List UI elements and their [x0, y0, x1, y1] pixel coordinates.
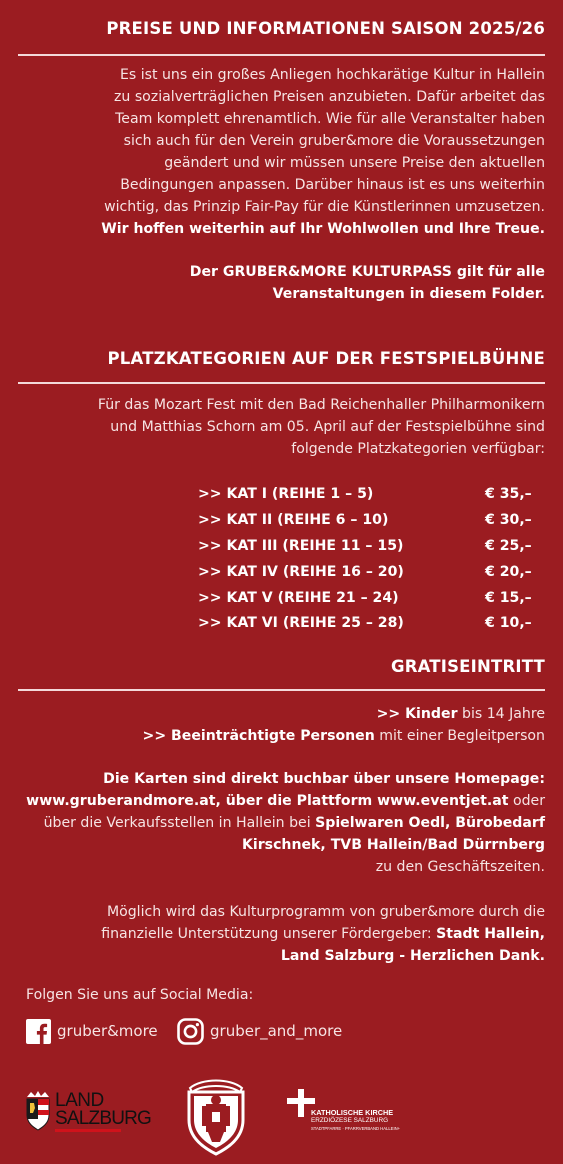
text-line: Bedingungen anpassen. Darüber hinaus ist es uns weiterhin [120, 177, 545, 193]
social-heading: Folgen Sie uns auf Social Media: [26, 987, 254, 1003]
category-price: € 20,– [485, 564, 532, 580]
facebook-icon [26, 1019, 51, 1044]
facebook-handle: gruber&more [57, 1022, 158, 1040]
category-price: € 25,– [485, 538, 532, 554]
category-price: € 15,– [485, 590, 532, 606]
text-line: Kirschnek, TVB Hallein/Bad Dürrnberg [241, 837, 545, 853]
category-row [198, 533, 543, 559]
category-row [198, 610, 543, 636]
divider [18, 382, 545, 384]
booking-info [18, 768, 545, 878]
text-line: Für das Mozart Fest mit den Bad Reichenhaller Philharmonikern [97, 397, 545, 413]
text-line: Land Salzburg - Herzlichen Dank. [280, 948, 545, 964]
text-line: geändert und wir müssen unsere Preise den aktuellen [164, 155, 545, 171]
kulturpass-name: GRUBER&MORE KULTURPASS [222, 264, 452, 280]
category-label: >> KAT II (REIHE 6 – 10) [198, 512, 389, 528]
church-text: KATHOLISCHE KIRCHE ERZDIÖZESE SALZBURG STADTPFARRE · PFARRVERBAND HALLEIN+ [311, 1108, 401, 1131]
category-label: >> KAT I (REIHE 1 – 5) [198, 486, 374, 502]
booking-links[interactable]: www.gruberandmore.at, über die Plattform www.eventjet.at [26, 793, 509, 809]
facebook-link[interactable] [26, 1017, 158, 1045]
free-entry-item: >> Kinder bis 14 Jahre [376, 706, 545, 722]
category-price: € 30,– [485, 512, 532, 528]
text-line: Möglich wird das Kulturprogramm von gruber&more durch die [106, 904, 545, 920]
land-salzburg-logo [22, 1090, 152, 1136]
category-price: € 10,– [485, 615, 532, 631]
text-line: sich auch für den Verein gruber&more die Voraussetzungen [123, 133, 545, 149]
instagram-handle: gruber_and_more [210, 1022, 343, 1040]
category-label: >> KAT VI (REIHE 25 – 28) [198, 615, 404, 631]
text-line: Veranstaltungen in diesem Folder. [272, 286, 545, 302]
free-entry-item: >> Beeinträchtigte Personen mit einer Begleitperson [142, 728, 545, 744]
instagram-icon [177, 1018, 204, 1045]
free-entry-list [18, 703, 545, 747]
text-line-bold: Wir hoffen weiterhin auf Ihr Wohlwollen und Ihre Treue. [101, 221, 545, 237]
land-salzburg-underline [55, 1129, 121, 1132]
text-line: wichtig, das Prinzip Fair-Pay für die Künstlerinnen umzusetzen. [104, 199, 545, 215]
text-line: und Matthias Schorn am 05. April auf der Festspielbühne sind [110, 419, 545, 435]
intro-paragraph [18, 64, 545, 240]
category-row [198, 481, 543, 507]
text-line: über die Verkaufsstellen in Hallein bei Spielwaren Oedl, Bürobedarf [43, 815, 545, 831]
instagram-link[interactable] [177, 1017, 342, 1045]
category-price: € 35,– [485, 486, 532, 502]
kulturpass-note [18, 261, 545, 305]
sponsor-note [18, 901, 545, 967]
category-row [198, 585, 543, 611]
text-line: finanzielle Unterstützung unserer Fördergeber: Stadt Hallein, [101, 926, 545, 942]
category-label: >> KAT III (REIHE 11 – 15) [198, 538, 404, 554]
divider [18, 689, 545, 691]
text-line: zu den Geschäftszeiten. [375, 859, 545, 875]
text-line: Die Karten sind direkt buchbar über unsere Homepage: [103, 771, 545, 787]
text-line: Team komplett ehrenamtlich. Wie für alle Veranstalter haben [115, 111, 545, 127]
category-label: >> KAT V (REIHE 21 – 24) [198, 590, 399, 606]
categories-intro [18, 394, 545, 460]
text-line: folgende Platzkategorien verfügbar: [291, 441, 545, 457]
text-line: Der GRUBER&MORE KULTURPASS gilt für alle [189, 264, 545, 280]
divider [18, 54, 545, 56]
category-label: >> KAT IV (REIHE 16 – 20) [198, 564, 404, 580]
section-title-prices: PREISE UND INFORMATIONEN SAISON 2025/26 [106, 19, 545, 38]
salzburg-coat-of-arms-icon [24, 1091, 52, 1131]
catholic-church-logo [287, 1089, 427, 1137]
category-row [198, 507, 543, 533]
text-line: Es ist uns ein großes Anliegen hochkarätige Kultur in Hallein [119, 67, 545, 83]
section-title-free-entry: GRATISEINTRITT [390, 657, 545, 676]
text-line: www.gruberandmore.at, über die Plattform www.eventjet.at oder [26, 793, 545, 809]
hallein-crest-logo [182, 1076, 250, 1156]
land-salzburg-text: LAND SALZBURG [55, 1092, 151, 1132]
category-row [198, 559, 543, 585]
text-line: zu sozialverträglichen Preisen anzubieten. Dafür arbeitet das [114, 89, 545, 105]
section-title-categories: PLATZKATEGORIEN AUF DER FESTSPIELBÜHNE [107, 349, 545, 368]
